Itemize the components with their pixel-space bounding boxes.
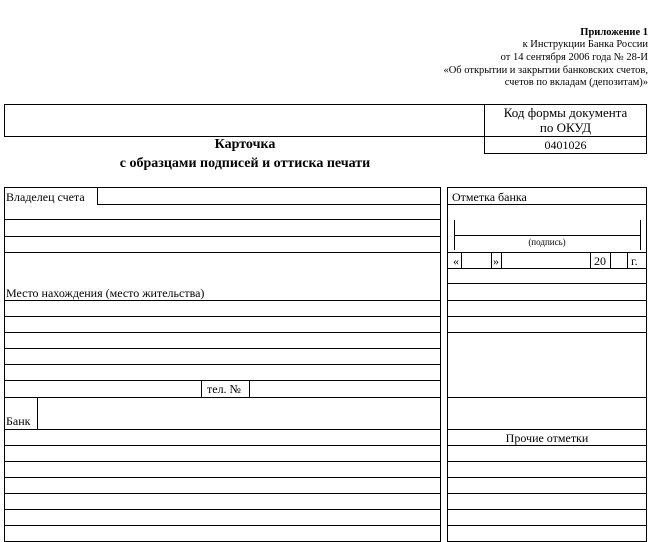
date-month-field[interactable] (502, 253, 589, 267)
bank-label: Банк (6, 414, 31, 428)
date-close-quote: » (493, 254, 499, 268)
card-subtitle: с образцами подписей и оттиска печати (119, 156, 371, 171)
signature-caption: (подпись) (528, 237, 566, 247)
date-open-quote: « (453, 254, 459, 268)
other-marks-label: Прочие отметки (505, 431, 589, 445)
appendix-line-2: к Инструкции Банка России (522, 39, 648, 50)
appendix-title: Приложение 1 (580, 27, 648, 38)
form-code-value: 0401026 (544, 138, 587, 152)
date-day-field[interactable] (462, 253, 490, 267)
appendix-line-5: счетов по вкладам (депозитам)» (504, 77, 648, 88)
appendix-line-4: «Об открытии и закрытии банковских счетов, (443, 65, 648, 76)
date-year-suffix: г. (631, 254, 638, 268)
signature-field[interactable] (455, 221, 639, 234)
bank-mark-label: Отметка банка (452, 190, 527, 204)
phone-label: тел. № (207, 382, 242, 396)
form-code-label-line1: Код формы документа (503, 105, 628, 120)
date-year-field[interactable] (611, 253, 626, 267)
date-year-prefix: 20 (594, 254, 606, 268)
owner-label: Владелец счета (6, 190, 85, 204)
appendix-line-3: от 14 сентября 2006 года № 28-И (500, 52, 648, 63)
card-title: Карточка (214, 137, 276, 152)
location-label: Место нахождения (место жительства) (6, 286, 205, 300)
form-code-label-line2: по ОКУД (539, 120, 592, 135)
